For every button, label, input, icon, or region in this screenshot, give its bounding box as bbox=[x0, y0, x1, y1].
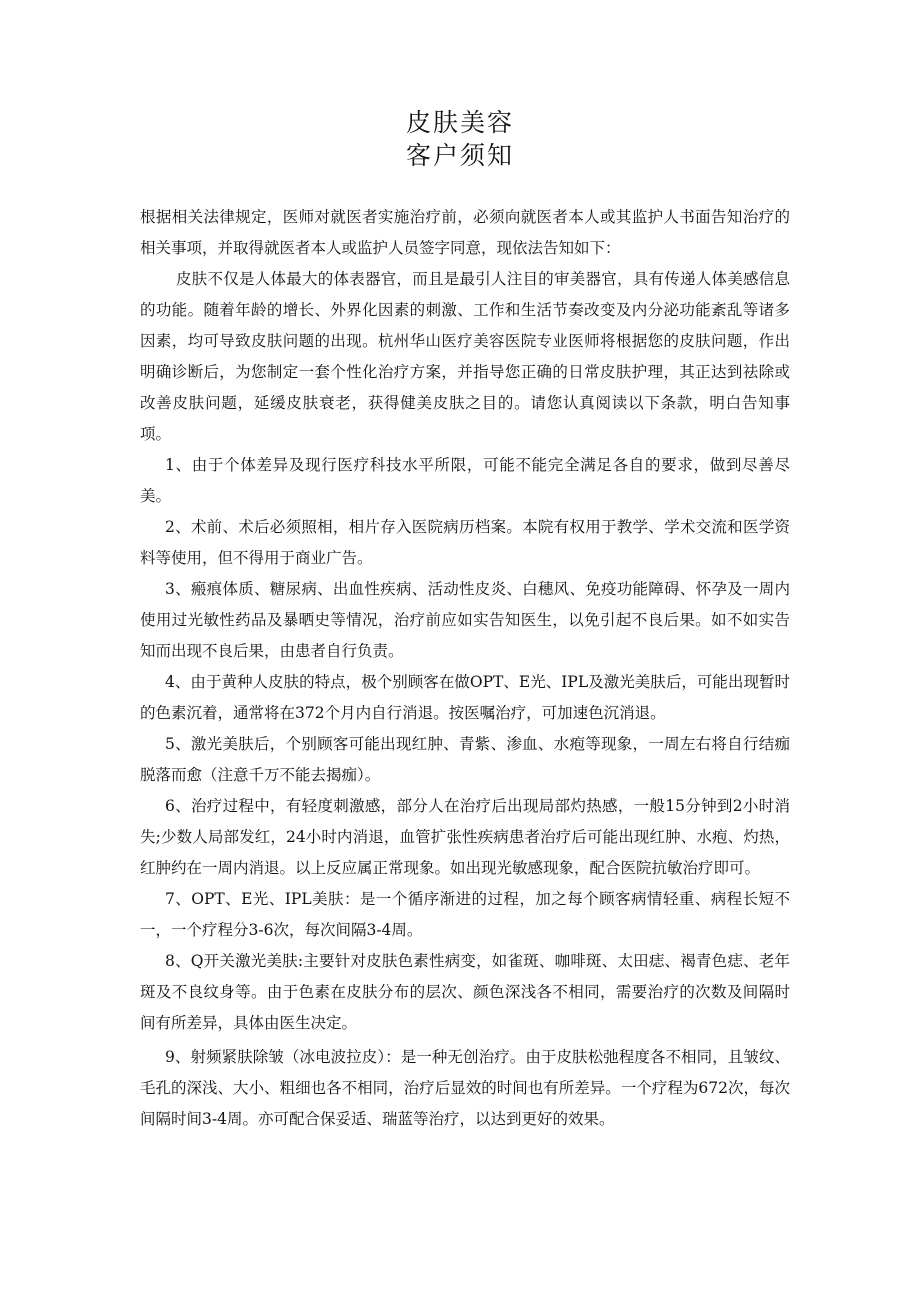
clause-7: 7、OPT、E光、IPL美肤：是一个循序渐进的过程，加之每个顾客病情轻重、病程长短不一，一个疗程分3-6次，每次间隔3-4周。 bbox=[140, 890, 790, 939]
document-title bbox=[0, 106, 920, 172]
clause-4: 4、由于黄种人皮肤的特点，极个别顾客在做OPT、E光、IPL及激光美肤后，可能出现暂时的色素沉着，通常将在372个月内自行消退。按医嘱治疗，可加速色沉消退。 bbox=[140, 673, 790, 722]
clause-2: 2、术前、术后必须照相，相片存入医院病历档案。本院有权用于教学、学术交流和医学资料等使用，但不得用于商业广告。 bbox=[140, 518, 790, 567]
skin-overview-paragraph: 皮肤不仅是人体最大的体表器官，而且是最引人注目的审美器官，具有传递人体美感信息的功能。随着年龄的增长、外界化因素的刺激、工作和生活节奏改变及内分泌功能紊乱等诸多因素，均可导致皮肤问题的出现。杭州华山医疗美容医院专业医师将根据您的皮肤问题，作出明确诊断后，为您制定一套个性化治疗方案，并指导您正确的日常皮肤护理，其正达到祛除或改善皮肤问题，延缓皮肤衰老，获得健美皮肤之目的。请您认真阅读以下条款，明白告知事项。 bbox=[140, 270, 790, 443]
clause-8: 8、Q开关激光美肤:主要针对皮肤色素性病变，如雀斑、咖啡斑、太田痣、褐青色痣、老年斑及不良纹身等。由于色素在皮肤分布的层次、颜色深浅各不相同，需要治疗的次数及间隔时间有所差异，具体由医生决定。 bbox=[140, 952, 790, 1032]
title-line-2: 客户须知 bbox=[405, 141, 514, 170]
document-body bbox=[140, 202, 790, 1135]
clause-9: 9、射频紧肤除皱（冰电波拉皮）：是一种无创治疗。由于皮肤松弛程度各不相同，且皱纹、毛孔的深浅、大小、粗细也各不相同，治疗后显效的时间也有所差异。一个疗程为672次，每次间隔时间3-4周。亦可配合保妥适、瑞蓝等治疗，以达到更好的效果。 bbox=[140, 1048, 790, 1128]
clause-5: 5、激光美肤后，个别顾客可能出现红肿、青紫、渗血、水疱等现象，一周左右将自行结痂脱落而愈（注意千万不能去揭痂）。 bbox=[140, 735, 790, 784]
clause-3: 3、瘢痕体质、糖尿病、出血性疾病、活动性皮炎、白穗风、免疫功能障碍、怀孕及一周内使用过光敏性药品及暴晒史等情况，治疗前应如实告知医生，以免引起不良后果。如不如实告知而出现不良后果，由患者自行负责。 bbox=[140, 580, 790, 660]
title-line-1: 皮肤美容 bbox=[405, 108, 514, 137]
clause-1: 1、由于个体差异及现行医疗科技水平所限，可能不能完全满足各自的要求，做到尽善尽美。 bbox=[140, 456, 790, 505]
intro-paragraph: 根据相关法律规定，医师对就医者实施治疗前，必须向就医者本人或其监护人书面告知治疗的相关事项，并取得就医者本人或监护人员签字同意，现依法告知如下： bbox=[140, 208, 790, 257]
clause-6: 6、治疗过程中，有轻度刺激感，部分人在治疗后出现局部灼热感，一般15分钟到2小时消失;少数人局部发红，24小时内消退，血管扩张性疾病患者治疗后可能出现红肿、水疱、灼热，红肿约在一周内消退。以上反应属正常现象。如出现光敏感现象，配合医院抗敏治疗即可。 bbox=[140, 797, 790, 877]
